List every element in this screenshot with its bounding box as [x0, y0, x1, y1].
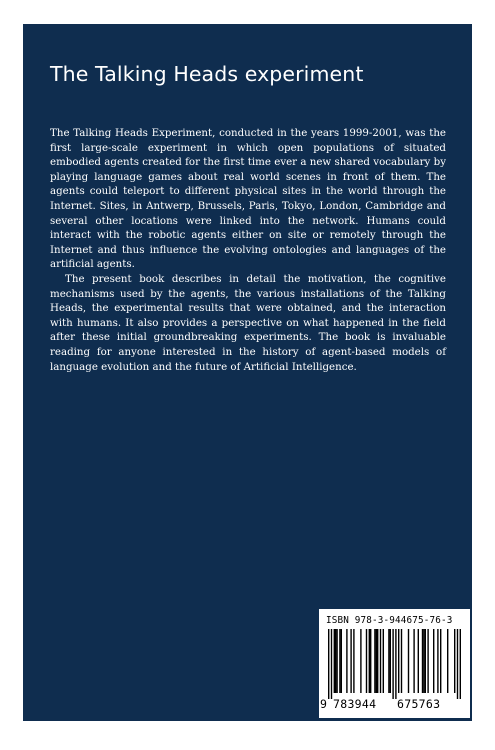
barcode-bar: [388, 629, 389, 693]
barcode-bar: [346, 629, 347, 693]
barcode-bar: [336, 629, 337, 693]
ean-right-group: 675763: [397, 697, 441, 711]
blurb-paragraph-2: The present book describes in detail the motivation, the cognitive mechanisms used by the agents, the various installations of the Talking Heads, the experimental results that were obtained, and the interaction with humans. It also provides a perspective on what happened in the field after these initial groundbreaking experiments. The book is invaluable reading for anyone interested in the history of agent-based models of language evolution and the future of Artificial Intelligence.: [50, 272, 446, 373]
barcode-bar: [331, 629, 332, 699]
barcode-bar: [350, 629, 351, 693]
blurb-text: [50, 126, 446, 374]
barcode-bar: [457, 629, 458, 699]
barcode-bar: [369, 629, 370, 693]
barcode-bar: [376, 629, 377, 693]
barcode-bar: [380, 629, 381, 693]
barcode-bar: [408, 629, 409, 693]
barcode-bar: [447, 629, 448, 693]
barcode-bar: [366, 629, 367, 693]
barcode-bar: [374, 629, 375, 693]
ean-first-digit: 9: [320, 697, 328, 711]
barcode-bar: [335, 629, 336, 693]
isbn-barcode: [319, 609, 470, 718]
barcode-bar: [334, 629, 335, 693]
back-cover: [23, 24, 472, 721]
barcode-bar: [360, 629, 361, 693]
barcode-bar: [341, 629, 342, 693]
barcode-bar: [460, 629, 461, 699]
book-title: The Talking Heads experiment: [50, 62, 364, 86]
barcode-bar: [339, 629, 340, 693]
barcode-bars: [328, 629, 461, 699]
barcode-bar: [383, 629, 384, 693]
barcode-bar: [425, 629, 426, 693]
barcode-bar: [390, 629, 391, 693]
barcode-bar: [422, 629, 423, 693]
barcode-bar: [454, 629, 455, 693]
barcode-bar: [433, 629, 434, 693]
barcode-bar: [398, 629, 399, 693]
barcode-bar: [395, 629, 396, 699]
barcode-bar: [353, 629, 354, 693]
barcode-bar: [401, 629, 402, 693]
blurb-paragraph-1: The Talking Heads Experiment, conducted in the years 1999-2001, was the first large-scale experiment in which open populations of situated embodied agents created for the first time ever a new shared vocabulary by playing language games about real world scenes in front of them. The agents could teleport to different physical sites in the world through the Internet. Sites, in Antwerp, Brussels, Paris, Tokyo, London, Cambridge and several other locations were linked into the network. Humans could interact with the robotic agents either on site or remotely through the Internet and thus influence the evolving ontologies and languages of the artificial agents.: [50, 127, 446, 271]
barcode-bar: [370, 629, 371, 693]
barcode-bar: [413, 629, 414, 693]
barcode-bar: [392, 629, 393, 699]
isbn-label: ISBN 978-3-944675-76-3: [326, 615, 453, 626]
ean-left-group: 783944: [333, 697, 377, 711]
barcode-bar: [418, 629, 419, 693]
barcode-bar: [377, 629, 378, 693]
barcode-bar: [427, 629, 428, 693]
barcode-bar: [328, 629, 329, 699]
barcode-bar: [437, 629, 438, 693]
barcode-bar: [440, 629, 441, 693]
barcode-bar: [423, 629, 424, 693]
